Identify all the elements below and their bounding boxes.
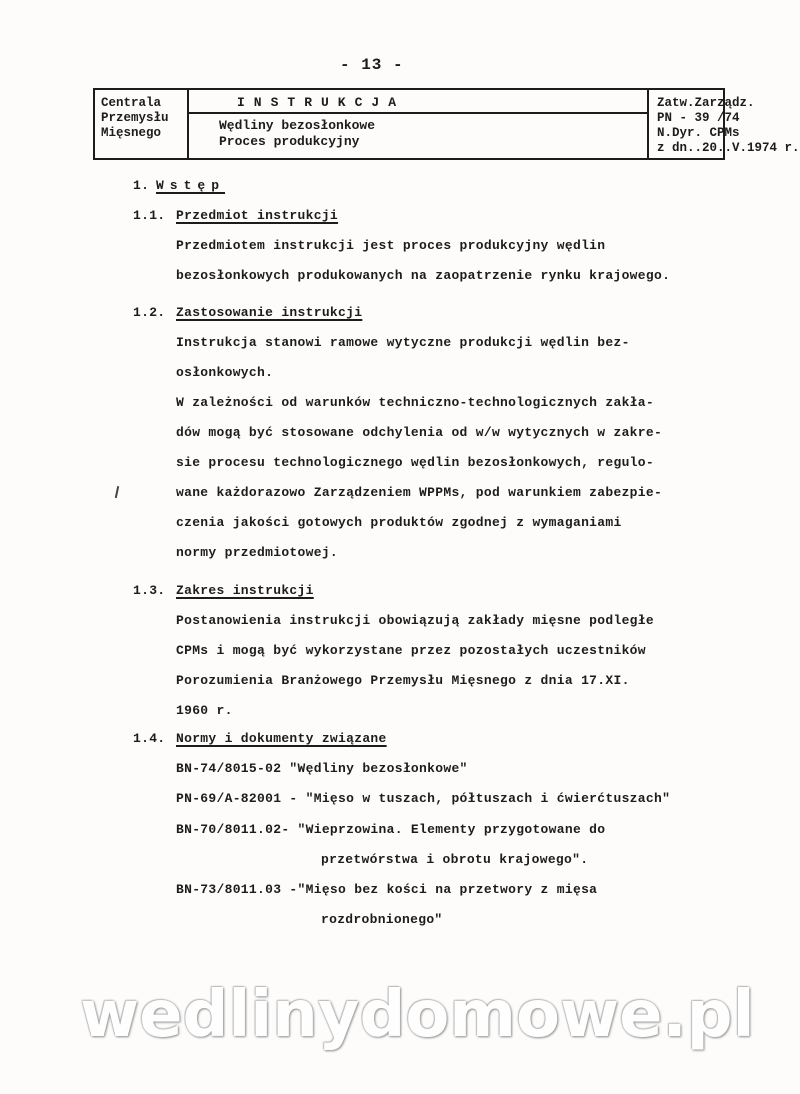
norm-reference-continued: rozdrobnionego" xyxy=(321,912,443,927)
header-approval xyxy=(649,90,800,158)
header-table xyxy=(93,88,800,160)
body-line: osłonkowych. xyxy=(176,365,274,380)
approval-line: Zatw.Zarządz. xyxy=(657,96,755,110)
body-line: CPMs i mogą być wykorzystane przez pozostałych uczestników xyxy=(176,643,646,658)
title-divider xyxy=(189,112,647,114)
section-number: 1. xyxy=(133,178,150,193)
norm-reference: BN-70/8011.02- "Wieprzowina. Elementy przygotowane do xyxy=(176,822,606,837)
section-title: Normy i dokumenty związane xyxy=(176,731,387,746)
issuer-line: Mięsnego xyxy=(101,126,162,140)
issuer-line: Centrala xyxy=(101,96,162,110)
body-line: normy przedmiotowej. xyxy=(176,545,339,560)
body-line: wane każdorazowo Zarządzeniem WPPMs, pod warunkiem zabezpie- xyxy=(176,485,663,500)
body-line: W zależności od warunków techniczno-technologicznych zakła- xyxy=(176,395,654,410)
section-title: Zakres instrukcji xyxy=(176,583,314,598)
norm-reference: PN-69/A-82001 - "Mięso w tuszach, półtuszach i ćwierćtuszach" xyxy=(176,791,671,806)
body-line: czenia jakości gotowych produktów zgodnej z wymaganiami xyxy=(176,515,622,530)
document-type-title: INSTRUKCJA xyxy=(237,95,406,110)
issuer-line: Przemysłu xyxy=(101,111,169,125)
section-title: Zastosowanie instrukcji xyxy=(176,305,363,320)
subject-line: Proces produkcyjny xyxy=(219,134,360,149)
body-line: 1960 r. xyxy=(176,703,233,718)
norm-reference-continued: przetwórstwa i obrotu krajowego". xyxy=(321,852,589,867)
body-line: sie procesu technologicznego wędlin bezosłonkowych, regulo- xyxy=(176,455,654,470)
body-line: bezosłonkowych produkowanych na zaopatrzenie rynku krajowego. xyxy=(176,268,671,283)
norm-reference: BN-74/8015-02 "Wędliny bezosłonkowe" xyxy=(176,761,468,776)
section-title: Wstęp xyxy=(156,178,226,193)
subject-line: Wędliny bezosłonkowe xyxy=(219,118,376,133)
approval-line: PN - 39 /74 xyxy=(657,111,740,125)
section-number: 1.1. xyxy=(133,208,166,223)
section-title: Przedmiot instrukcji xyxy=(176,208,339,223)
approval-line: N.Dyr. CPMs xyxy=(657,126,740,140)
body-line: Postanowienia instrukcji obowiązują zakłady mięsne podległe xyxy=(176,613,654,628)
header-title-cell xyxy=(189,90,649,158)
body-line: Instrukcja stanowi ramowe wytyczne produkcji wędlin bez- xyxy=(176,335,630,350)
header-issuer xyxy=(95,90,189,158)
body-line: dów mogą być stosowane odchylenia od w/w wytycznych w zakre- xyxy=(176,425,663,440)
approval-line: z dn..20..V.1974 r. xyxy=(657,141,800,155)
document-subject xyxy=(219,118,375,150)
margin-mark xyxy=(115,486,119,498)
section-number: 1.4. xyxy=(133,731,166,746)
body-line: Porozumienia Branżowego Przemysłu Mięsnego z dnia 17.XI. xyxy=(176,673,630,688)
body-line: Przedmiotem instrukcji jest proces produkcyjny wędlin xyxy=(176,238,606,253)
page-number: - 13 - xyxy=(340,56,404,74)
watermark: wedlinydomowe.pl xyxy=(80,978,755,1052)
section-number: 1.3. xyxy=(133,583,166,598)
section-number: 1.2. xyxy=(133,305,166,320)
norm-reference: BN-73/8011.03 -"Mięso bez kości na przetwory z mięsa xyxy=(176,882,598,897)
